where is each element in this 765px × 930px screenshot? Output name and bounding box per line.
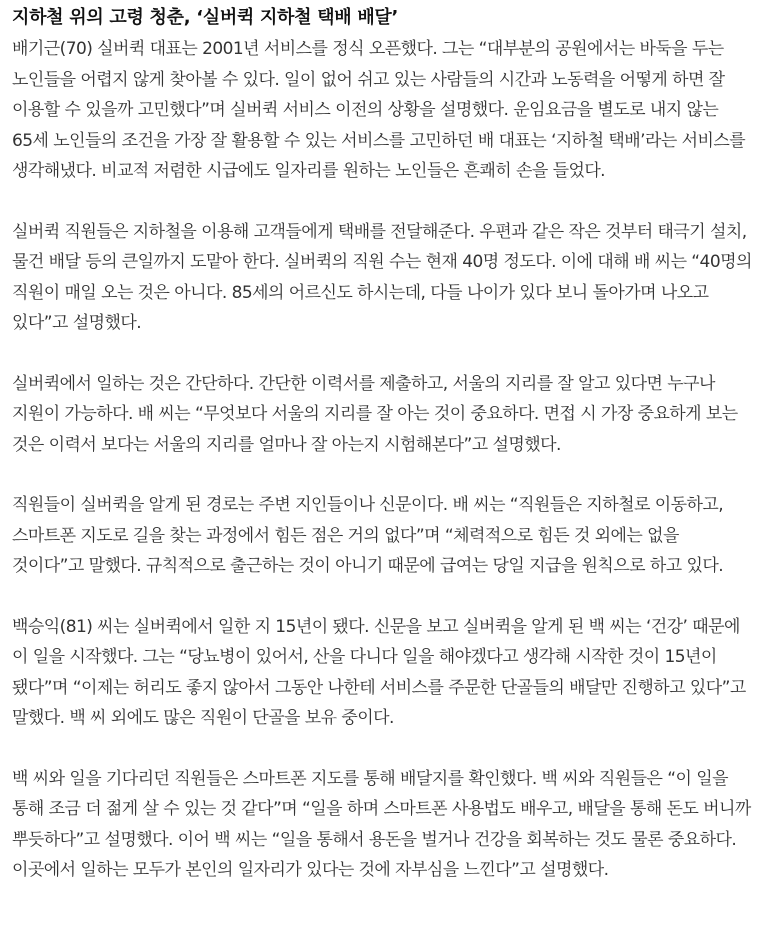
article-paragraph-4: 직원들이 실버퀵을 알게 된 경로는 주변 지인들이나 신문이다. 배 씨는 “직원들은 지하철로 이동하고, 스마트폰 지도로 길을 찾는 과정에서 힘든 점은 거의 없다”며 “체력적으로 힘든 것 외에는 없을 것이다”고 말했다. 규칙적으로 출근하는 것이 아니기 때문에 급여는 당일 지급을 원칙으로 하고 있다. [12,495,724,576]
paragraph-spacer [12,187,755,217]
article-headline: 지하철 위의 고령 청춘, ‘실버퀵 지하철 택배 배달’ [12,7,399,28]
article-paragraph-2: 실버퀵 직원들은 지하철을 이용해 고객들에게 택배를 전달해준다. 우편과 같은 작은 것부터 태극기 설치, 물건 배달 등의 큰일까지 도맡아 한다. 실버퀵의 직원 수는 현재 40명 정도다. 이에 대해 배 씨는 “40명의 직원이 매일 오는 것은 아니다. 85세의 어르신도 하시는데, 다들 나이가 있다 보니 돌아가며 나오고 있다”고 설명했다. [12,221,752,333]
article-paragraph-5: 백승익(81) 씨는 실버퀵에서 일한 지 15년이 됐다. 신문을 보고 실버퀵을 알게 된 백 씨는 ‘건강’ 때문에 이 일을 시작했다. 그는 “당뇨병이 있어서, 산을 다니다 일을 해야겠다고 생각해 시작한 것이 15년이 됐다”며 “이제는 허리도 좋지 않아서 그동안 나한테 서비스를 주문한 단골들의 배달만 진행하고 있다”고 말했다. 백 씨 외에도 많은 직원이 단골을 보유 중이다. [12,616,746,728]
article-paragraph-6: 백 씨와 일을 기다리던 직원들은 스마트폰 지도를 통해 배달지를 확인했다. 백 씨와 직원들은 “이 일을 통해 조금 더 젊게 살 수 있는 것 같다”며 “일을 하며 스마트폰 사용법도 배우고, 배달을 통해 돈도 버니까 뿌듯하다”고 설명했다. 이어 백 씨는 “일을 통해서 용돈을 벌거나 건강을 회복하는 것도 물론 중요하다. 이곳에서 일하는 모두가 본인의 일자리가 있다는 것에 자부심을 느낀다”고 설명했다. [12,768,751,880]
article-paragraph-1: 배기근(70) 실버퀵 대표는 2001년 서비스를 정식 오픈했다. 그는 “대부분의 공원에서는 바둑을 두는 노인들을 어렵지 않게 찾아볼 수 있다. 일이 없어 쉬고 있는 사람들의 시간과 노동력을 어떻게 하면 잘 이용할 수 있을까 고민했다”며 실버퀵 서비스 이전의 상황을 설명했다. 운임요금을 별도로 내지 않는 65세 노인들의 조건을 가장 잘 활용할 수 있는 서비스를 고민하던 배 대표는 ‘지하철 택배’라는 서비스를 생각해냈다. 비교적 저렴한 시급에도 일자리를 원하는 노인들은 흔쾌히 손을 들었다. [12,39,746,181]
paragraph-spacer [12,582,755,612]
paragraph-spacer [12,460,755,490]
paragraph-spacer [12,734,755,764]
paragraph-spacer [12,339,755,369]
article-paragraph-3: 실버퀵에서 일하는 것은 간단하다. 간단한 이력서를 제출하고, 서울의 지리를 잘 알고 있다면 누구나 지원이 가능하다. 배 씨는 “무엇보다 서울의 지리를 잘 아는 것이 중요하다. 면접 시 가장 중요하게 보는 것은 이력서 보다는 서울의 지리를 얼마나 잘 아는지 시험해본다”고 설명했다. [12,373,738,455]
